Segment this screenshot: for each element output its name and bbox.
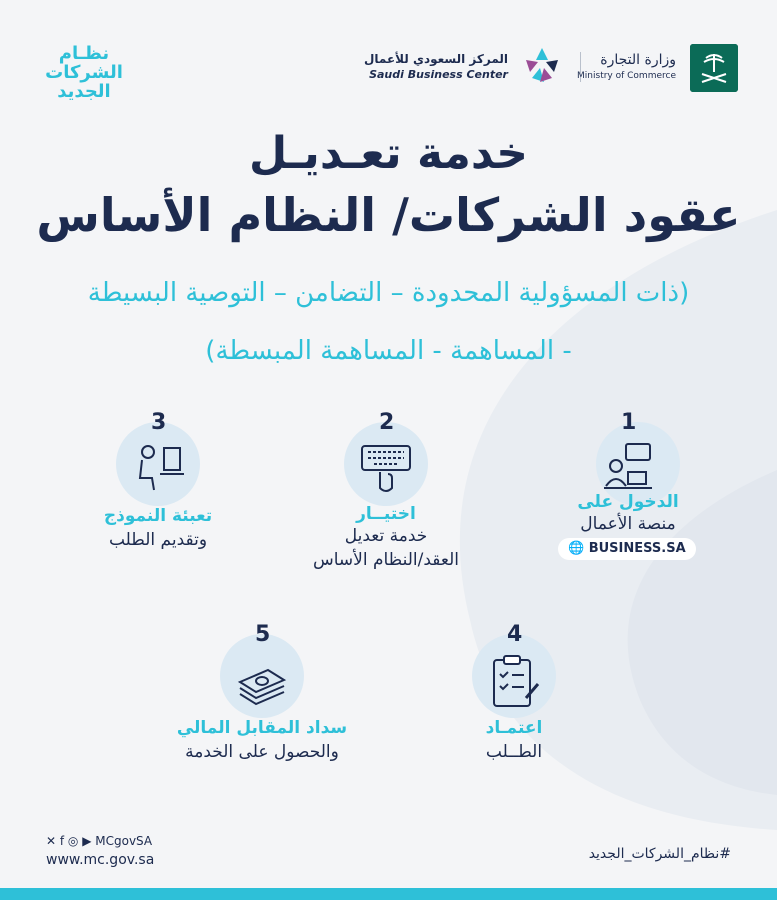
step-number: 3	[151, 410, 167, 435]
step-accent-text: سداد المقابل المالي	[176, 718, 348, 738]
step-2	[276, 410, 496, 610]
page-title-line1: خدمة تعـديـل	[248, 128, 529, 179]
step-text: العقد/النظام الأساس	[312, 550, 460, 570]
pill-label: BUSINESS.SA	[588, 541, 686, 556]
logo-line: الجديد	[57, 81, 111, 102]
moc-name-ar: وزارة التجارة	[600, 52, 676, 68]
hand-keyboard-icon	[358, 440, 414, 496]
sbc-name-ar: المركز السعودي للأعمال	[364, 52, 508, 66]
step-accent-text: اختيــار	[356, 504, 416, 524]
logo-line: الشركات	[45, 62, 123, 83]
bottom-accent-bar	[0, 888, 777, 900]
new-companies-system-logo	[44, 44, 124, 101]
sbc-name-en: Saudi Business Center	[369, 68, 508, 81]
cash-stack-icon	[234, 658, 290, 714]
step-number: 2	[379, 410, 395, 435]
step-accent-text: الدخول على	[577, 492, 679, 512]
step-text: الطــلب	[485, 742, 543, 762]
step-text: خدمة تعديل	[344, 526, 428, 546]
subtitle-line1: (ذات المسؤولية المحدودة – التضامن – التوصية البسيطة	[87, 278, 690, 308]
step-number: 5	[255, 622, 271, 647]
clipboard-check-icon	[486, 654, 542, 710]
step-number: 1	[621, 410, 637, 435]
globe-icon: 🌐	[568, 541, 585, 556]
step-accent-text: اعتمـاد	[485, 718, 543, 738]
page-title-line2: عقود الشركات/ النظام الأساس	[36, 188, 741, 242]
sbc-star-icon	[518, 46, 566, 86]
ministry-of-commerce-logo	[577, 44, 738, 94]
saudi-business-center-logo	[364, 46, 566, 86]
moc-name-en: Ministry of Commerce	[577, 71, 676, 81]
person-desktop-icon	[130, 440, 186, 496]
logo-line: نظـام	[58, 43, 110, 64]
step-1	[518, 410, 738, 610]
palm-swords-emblem-icon	[690, 44, 738, 92]
step-accent-text: تعبئة النموذج	[103, 506, 213, 526]
hashtag: #نظام_الشركات_الجديد	[588, 846, 731, 862]
handle-text: MCgovSA	[95, 834, 153, 848]
step-number: 4	[507, 622, 523, 647]
step-text: وتقديم الطلب	[108, 530, 208, 550]
social-handle[interactable]	[46, 834, 152, 848]
business-sa-link[interactable]	[558, 538, 696, 560]
step-5	[152, 622, 372, 822]
subtitle-line2: - المساهمة - المساهمة المبسطة)	[205, 336, 572, 366]
person-laptop-chat-icon	[600, 440, 656, 496]
step-text: منصة الأعمال	[580, 514, 676, 534]
step-4	[404, 622, 624, 822]
social-icons: ✕ f ◎ ▶	[46, 834, 96, 848]
step-3	[48, 410, 268, 610]
website-link[interactable]: www.mc.gov.sa	[46, 852, 155, 868]
step-text: والحصول على الخدمة	[185, 742, 339, 762]
